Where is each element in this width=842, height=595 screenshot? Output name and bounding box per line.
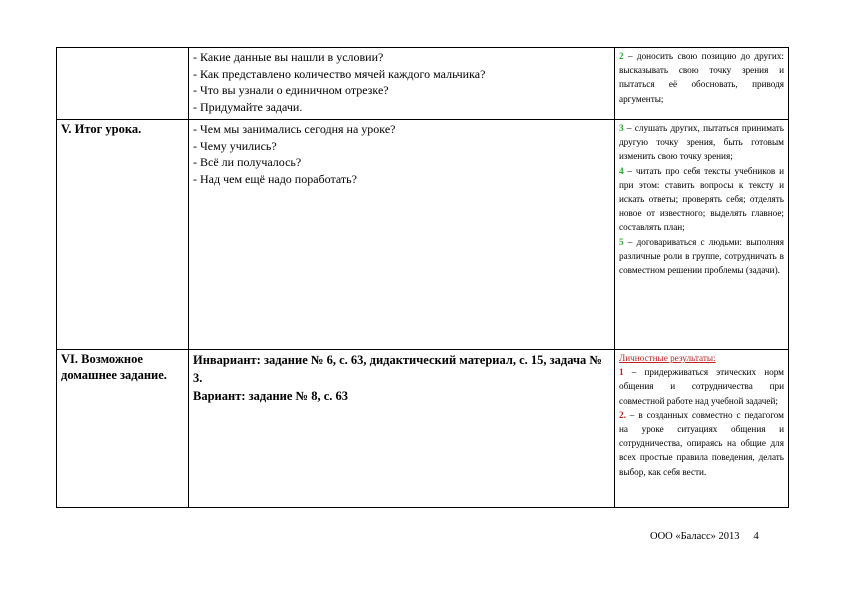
result-item	[619, 164, 784, 235]
result-text: – договариваться с людьми: выполняя различные роли в группе, сотрудничать в совместном решении проблемы (задачи).	[619, 236, 784, 276]
homework-invariant: Инвариант: задание № 6, с. 63, дидактический материал, с. 15, задача № 3.	[193, 353, 602, 385]
stage-cell	[57, 350, 189, 508]
result-number: 4	[619, 165, 624, 176]
question-line: - Чем мы занимались сегодня на уроке?	[193, 122, 396, 136]
page-number: 4	[753, 531, 759, 542]
result-number: 1	[619, 367, 624, 378]
question-line: - Какие данные вы нашли в условии?	[193, 50, 384, 64]
homework-cell	[189, 350, 615, 508]
question-line: - Придумайте задачи.	[193, 99, 303, 114]
results-cell	[615, 350, 789, 508]
question-line: - Что вы узнали о единичном отрезке?	[193, 83, 389, 97]
table-row	[57, 350, 789, 508]
results-cell	[615, 120, 789, 350]
stage-title: VI. Возможное домашнее задание.	[61, 352, 167, 382]
stage-cell	[57, 120, 189, 350]
result-item	[619, 235, 784, 278]
homework-variant: Вариант: задание № 8, с. 63	[193, 389, 349, 403]
question-line: - Как представлено количество мячей каждого мальчика?	[193, 66, 486, 81]
result-item	[619, 408, 784, 479]
table-row	[57, 48, 789, 120]
result-number: 2.	[619, 409, 626, 420]
question-line: - Чему учились?	[193, 138, 277, 153]
result-number: 2	[619, 51, 624, 61]
results-heading: Личностные результаты:	[619, 353, 716, 363]
stage-title: V. Итог урока.	[61, 122, 142, 136]
questions-cell	[189, 120, 615, 350]
page-footer	[650, 531, 759, 542]
footer-company: ООО «Баласс» 2013	[650, 531, 740, 542]
result-text: – читать про себя тексты учебников и при этом: ставить вопросы к тексту и искать ответы; проверять себя; отделять новое от известного; выделять главное; составлять план;	[619, 165, 784, 233]
result-item	[619, 121, 784, 164]
result-item	[619, 365, 784, 408]
stage-cell	[57, 48, 189, 120]
result-text: – доносить свою позицию до других: высказывать свою точку зрения и пытаться её обосновать, приводя аргументы;	[619, 51, 784, 104]
results-cell	[615, 48, 789, 120]
result-number: 3	[619, 123, 624, 133]
question-line: - Всё ли получалось?	[193, 155, 302, 169]
question-line: - Над чем ещё надо поработать?	[193, 171, 357, 186]
lesson-plan-table	[56, 47, 789, 508]
result-text: – слушать других, пытаться принимать другую точку зрения, быть готовым изменить свою точку зрения;	[619, 123, 784, 162]
result-number: 5	[619, 236, 624, 247]
result-text: – в созданных совместно с педагогом на уроке ситуациях общения и сотрудничества, опираясь на общие для всех простые правила поведения, делать выбор, как себя вести.	[619, 409, 784, 477]
questions-cell	[189, 48, 615, 120]
table-row	[57, 120, 789, 350]
result-item	[619, 49, 784, 106]
result-text: – придерживаться этических норм общения и сотрудничества при совместной работе над учебной задачей;	[619, 367, 784, 406]
